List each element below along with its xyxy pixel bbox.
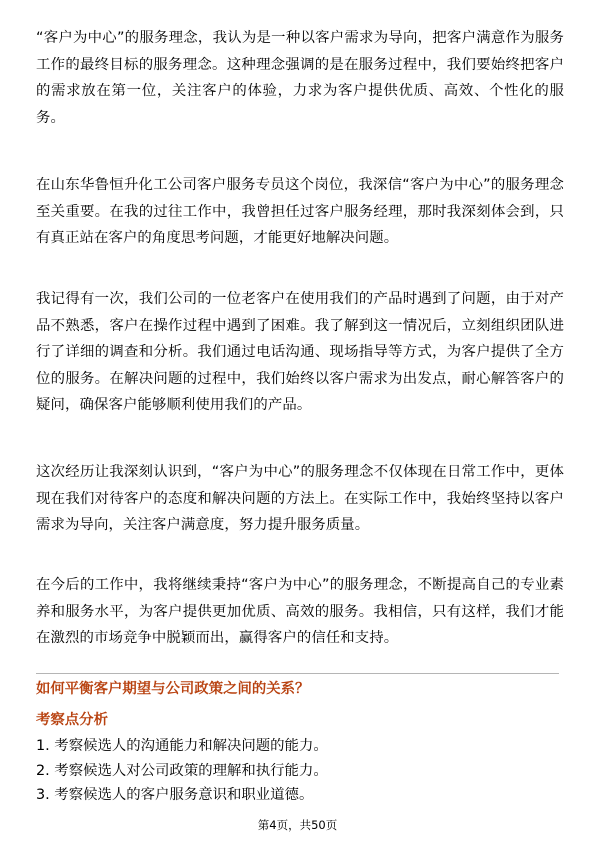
body-paragraph: 这次经历让我深刻认识到，“客户为中心”的服务理念不仅体现在日常工作中，更体现在我们对待客户的态度和解决问题的方法上。在实际工作中，我始终坚持以客户需求为导向，关注客户满意度，努力提升服务质量。 — [36, 464, 564, 534]
interview-question-heading: 如何平衡客户期望与公司政策之间的关系？ — [36, 681, 310, 697]
body-paragraph: 我记得有一次，我们公司的一位老客户在使用我们的产品时遇到了问题，由于对产品不熟悉，客户在操作过程中遇到了困难。我了解到这一情况后，立刻组织团队进行了详细的调查和分析。我们通过电话沟通、现场指导等方式，为客户提供了全方位的服务。在解决问题的过程中，我们始终以客户需求为出发点，耐心解答客户的疑问，确保客户能够顺利使用我们的产品。 — [36, 291, 564, 414]
analysis-point: 1. 考察候选人的沟通能力和解决问题的能力。 — [36, 738, 328, 754]
body-paragraph: 在今后的工作中，我将继续秉持“客户为中心”的服务理念，不断提高自己的专业素养和服务水平，为客户提供更加优质、高效的服务。我相信，只有这样，我们才能在激烈的市场竞争中脱颖而出，赢得客户的信任和支持。 — [36, 577, 564, 647]
body-paragraph: 在山东华鲁恒升化工公司客户服务专员这个岗位，我深信“客户为中心”的服务理念至关重要。在我的过往工作中，我曾担任过客户服务经理，那时我深刻体会到，只有真正站在客户的角度思考问题，才能更好地解决问题。 — [36, 177, 564, 247]
body-paragraph: “客户为中心”的服务理念，我认为是一种以客户需求为导向，把客户满意作为服务工作的最终目标的服务理念。这种理念强调的是在服务过程中，我们要始终把客户的需求放在第一位，关注客户的体验，力求为客户提供优质、高效、个性化的服务。 — [36, 30, 564, 126]
analysis-point: 2. 考察候选人对公司政策的理解和执行能力。 — [36, 762, 328, 779]
analysis-heading: 考察点分析 — [36, 712, 108, 728]
page-number-footer: 第4页，共50页 — [257, 818, 338, 832]
analysis-points-list — [36, 734, 328, 808]
section-divider — [36, 673, 559, 674]
analysis-point: 3. 考察候选人的客户服务意识和职业道德。 — [36, 787, 314, 803]
